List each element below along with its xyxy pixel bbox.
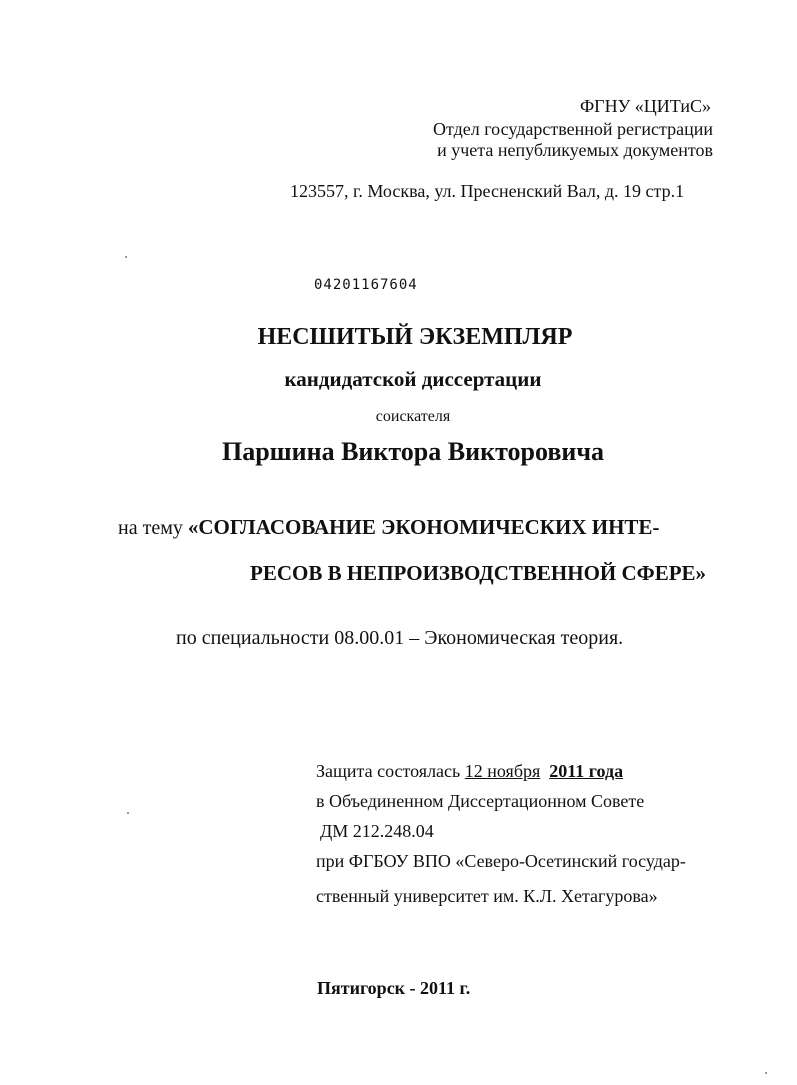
- scan-speck: [125, 256, 127, 258]
- org-name: ФГНУ «ЦИТиС»: [579, 96, 711, 116]
- defense-council-code: ДМ 212.248.04: [320, 821, 434, 841]
- defense-line-1: [316, 756, 623, 786]
- department-line-2: и учета непубликуемых документов: [437, 140, 713, 160]
- department-line-1: Отдел государственной регистрации: [432, 119, 713, 139]
- scan-speck: [127, 812, 129, 814]
- author-name: Паршина Виктора Викторовича: [221, 437, 604, 466]
- defense-line-5: ственный университет им. К.Л. Хетагурова»: [316, 886, 658, 906]
- defense-date: 12 ноября: [464, 761, 541, 781]
- defense-line-2: в Объединенном Диссертационном Совете: [316, 791, 645, 811]
- address: 123557, г. Москва, ул. Пресненский Вал, д. 19 стр.1: [290, 181, 685, 201]
- topic-title-part-2: РЕСОВ В НЕПРОИЗВОДСТВЕННОЙ СФЕРЕ»: [250, 561, 707, 585]
- document-title: НЕСШИТЫЙ ЭКЗЕМПЛЯР: [257, 324, 573, 350]
- topic-prefix: на тему: [118, 517, 183, 539]
- defense-line-4: при ФГБОУ ВПО «Северо-Осетинский государ-: [316, 851, 686, 871]
- registration-number: 04201167604: [314, 277, 418, 293]
- topic-line-2: [250, 561, 706, 586]
- document-subtitle: кандидатской диссертации: [284, 367, 542, 391]
- city-year: Пятигорск - 2011 г.: [317, 978, 471, 998]
- scan-speck: [765, 1072, 767, 1074]
- topic-title-part-1: «СОГЛАСОВАНИЕ ЭКОНОМИЧЕСКИХ ИНТЕ-: [187, 515, 660, 539]
- defense-year: 2011 года: [549, 761, 624, 781]
- applicant-label: соискателя: [375, 408, 451, 425]
- specialty: по специальности 08.00.01 – Экономическая теория.: [176, 627, 624, 649]
- topic-line-1: [118, 515, 659, 540]
- defense-prefix: Защита состоялась: [316, 761, 465, 781]
